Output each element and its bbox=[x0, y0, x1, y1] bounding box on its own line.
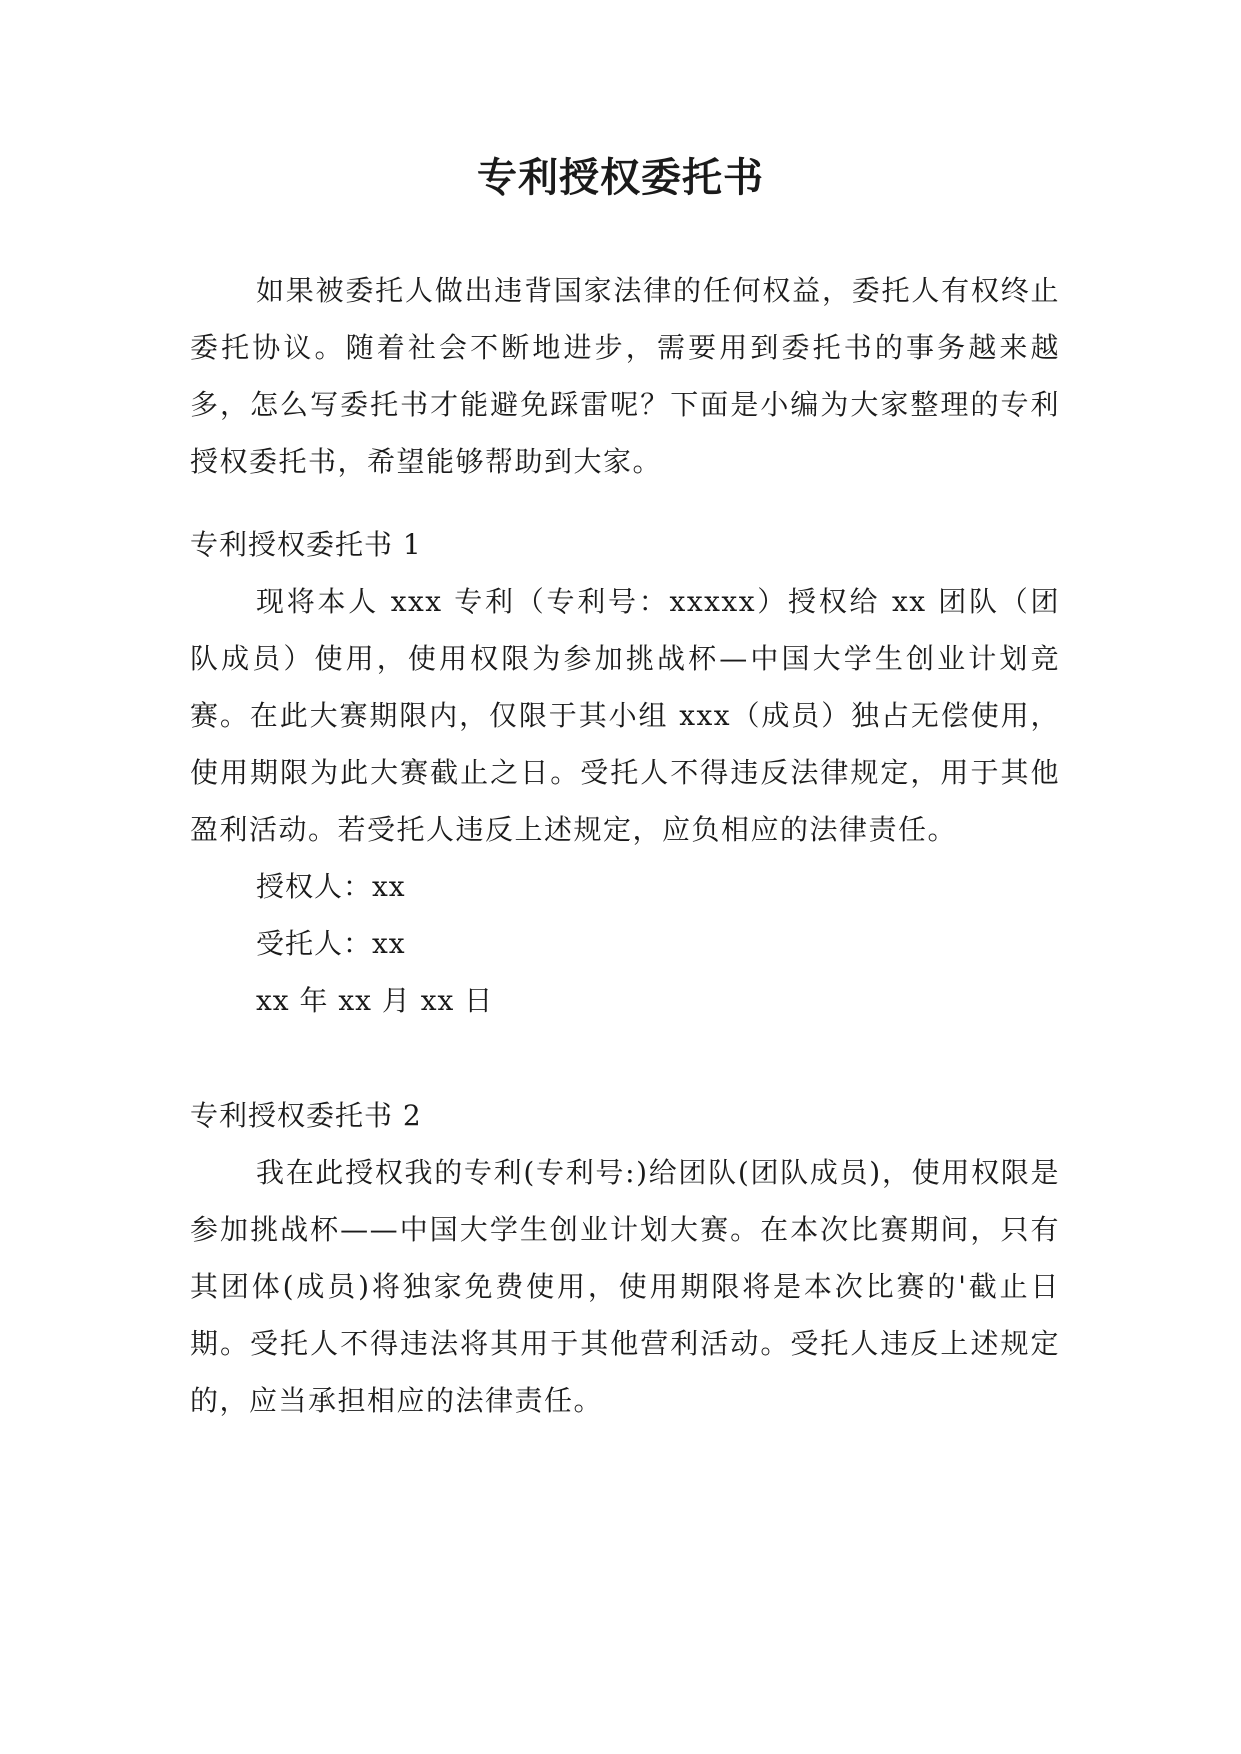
intro-block bbox=[190, 262, 1060, 490]
section-1 bbox=[190, 516, 1060, 1029]
section-1-heading: 专利授权委托书 1 bbox=[190, 528, 422, 561]
section-1-date: xx 年 xx 月 xx 日 bbox=[256, 984, 494, 1017]
section-1-body: 现将本人 xxx 专利（专利号：xxxxx）授权给 xx 团队（团队成员）使用，使用权限为参加挑战杯—中国大学生创业计划竞赛。在此大赛期限内，仅限于其小组 xxx（成员）独占无偿使用，使用期限为此大赛截止之日。受托人不得违反法律规定，用于其他盈利活动。若受托人违反上述规定，应负相应的法律责任。 bbox=[190, 585, 1060, 846]
section-2-heading: 专利授权委托书 2 bbox=[190, 1099, 422, 1132]
section-2 bbox=[190, 1087, 1060, 1429]
document-title: 专利授权委托书 bbox=[477, 155, 764, 201]
section-2-body: 我在此授权我的专利(专利号:)给团队(团队成员)，使用权限是参加挑战杯——中国大学生创业计划大赛。在本次比赛期间，只有其团体(成员)将独家免费使用，使用期限将是本次比赛的'截止日期。受托人不得违法将其用于其他营利活动。受托人违反上述规定的，应当承担相应的法律责任。 bbox=[190, 1156, 1060, 1417]
intro-paragraph: 如果被委托人做出违背国家法律的任何权益，委托人有权终止委托协议。随着社会不断地进步，需要用到委托书的事务越来越多，怎么写委托书才能避免踩雷呢？下面是小编为大家整理的专利授权委托书，希望能够帮助到大家。 bbox=[190, 274, 1060, 478]
section-1-grantor: 授权人：xx bbox=[256, 870, 406, 903]
section-1-grantee: 受托人：xx bbox=[256, 927, 406, 960]
